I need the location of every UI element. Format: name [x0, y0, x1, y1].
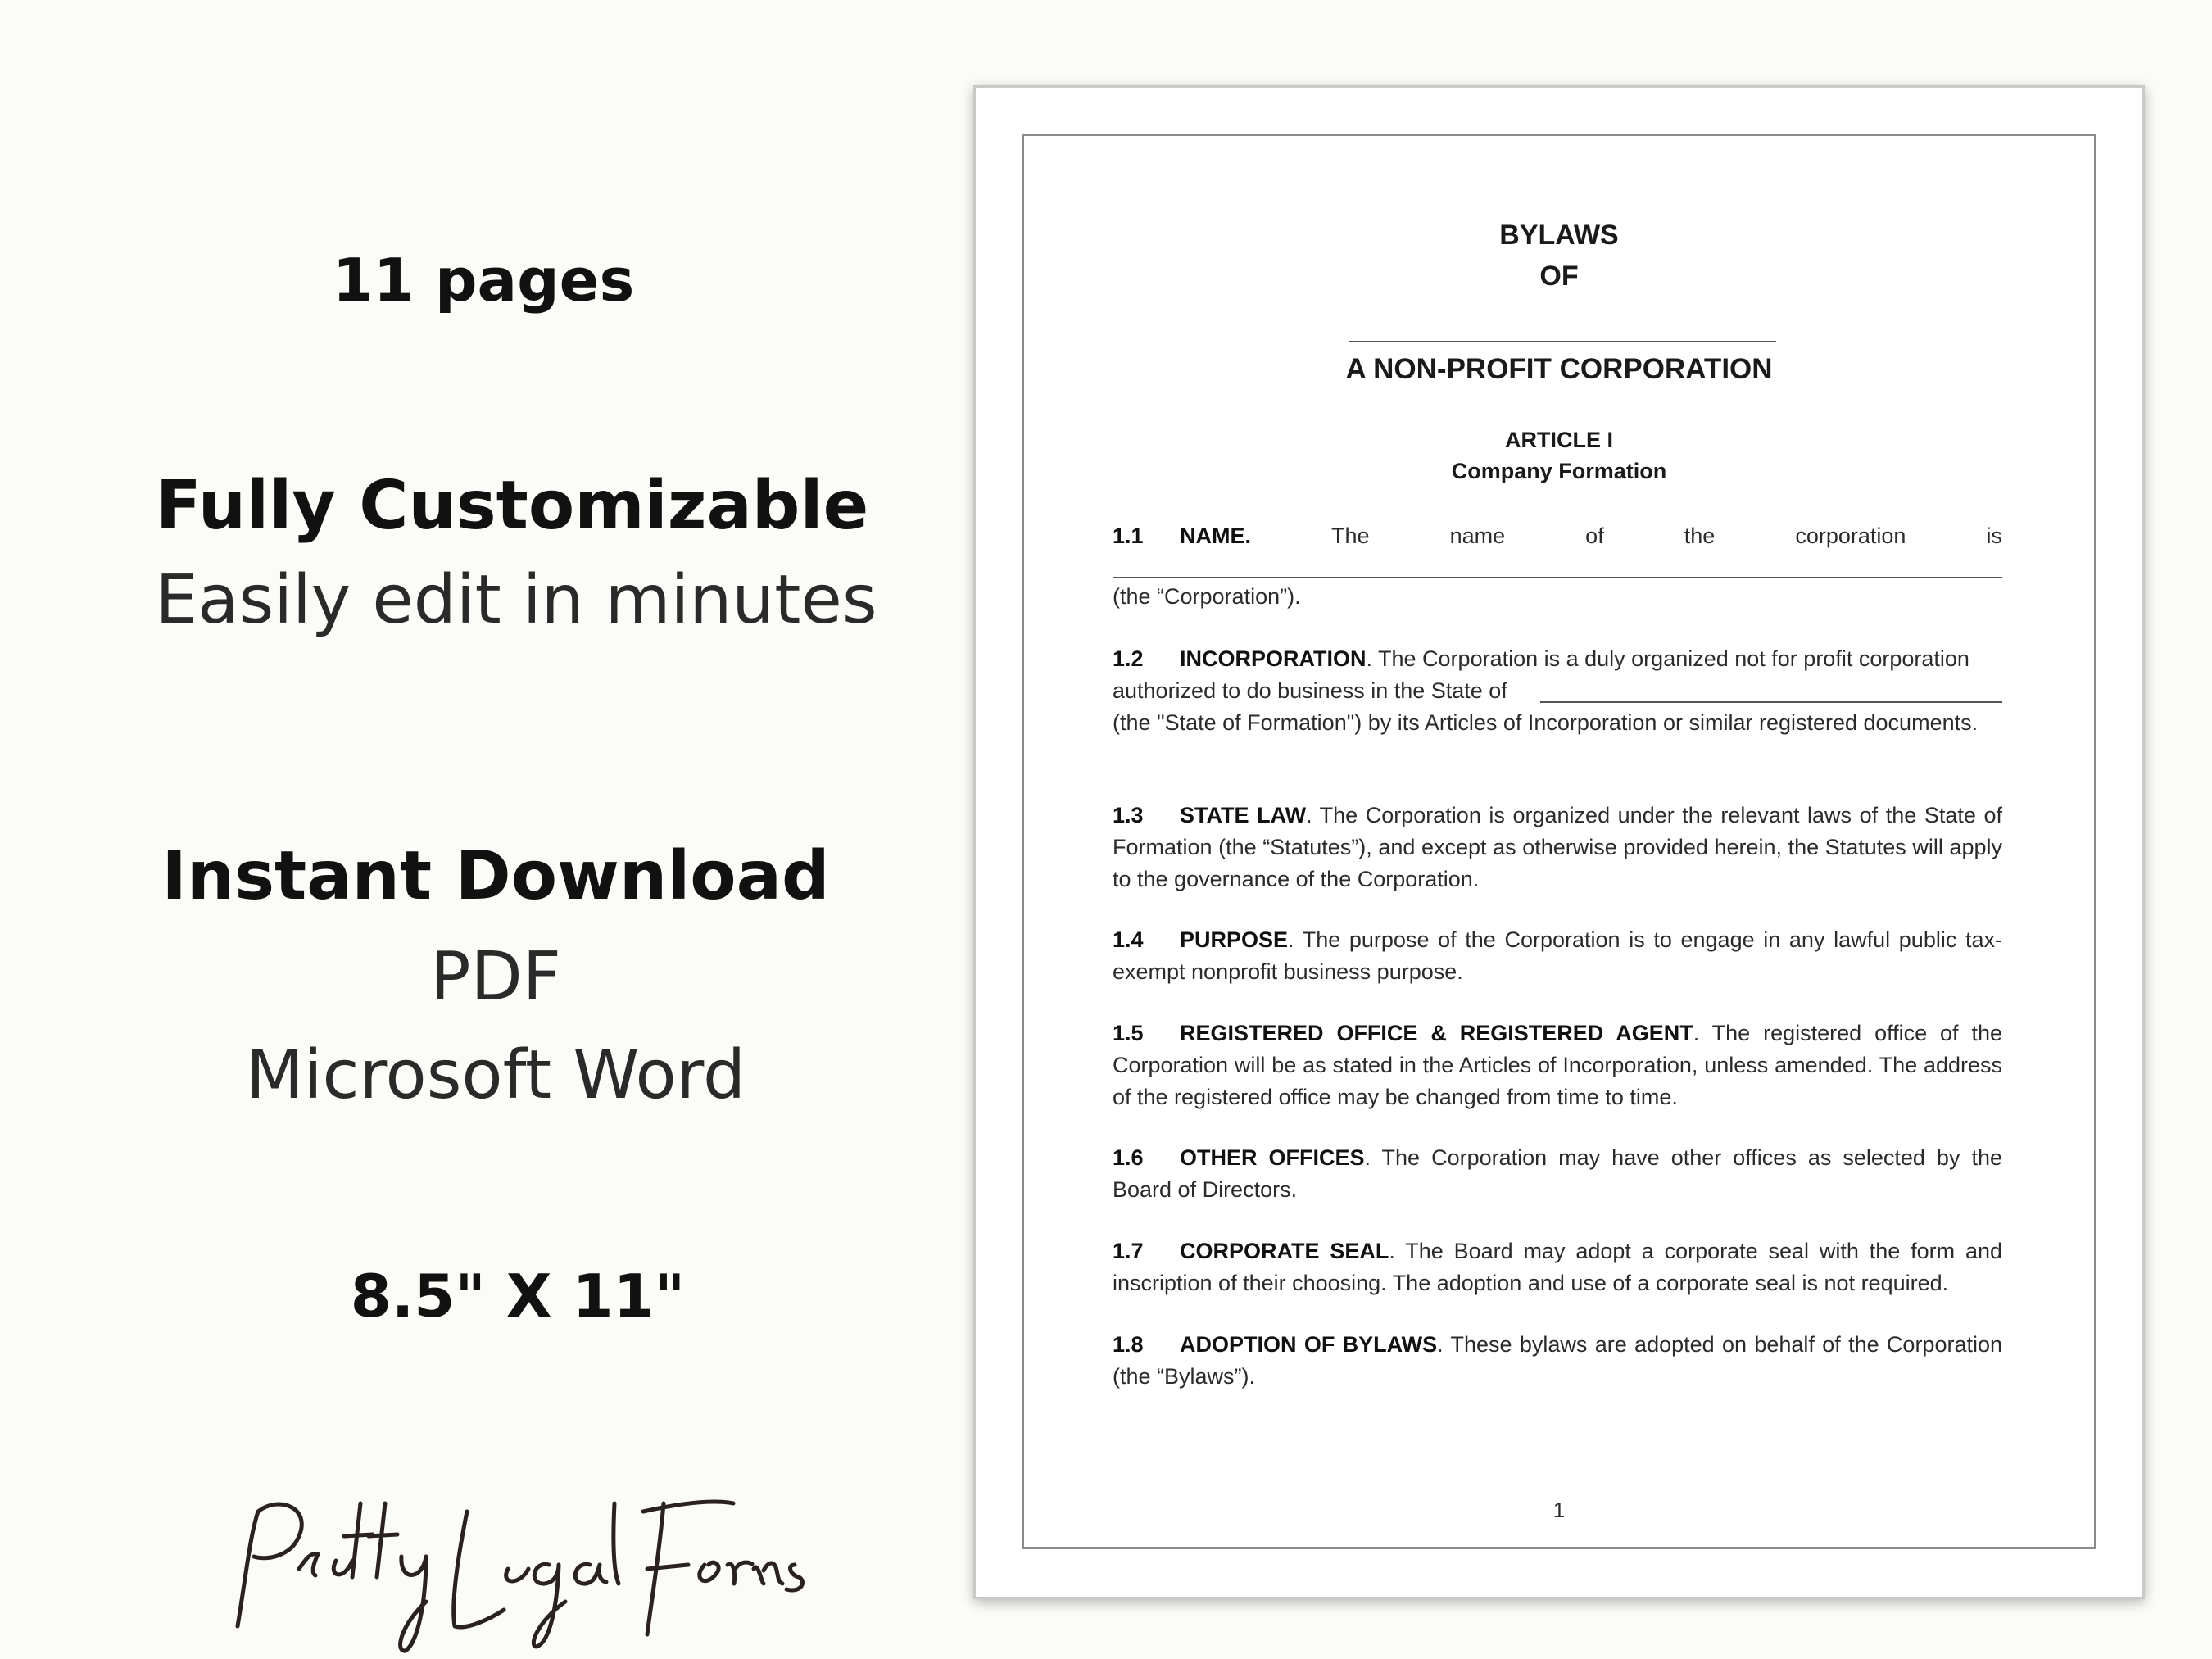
- section-1-1: 1.1 NAME. The name of the corporation is: [1113, 524, 2002, 548]
- section-1-3: 1.3 STATE LAW. The Corporation is organized under the relevant laws of the State of Formation (the “Statutes”), and except as otherwise provided herein, the Statutes will apply to the governance of the Corporation.: [1113, 803, 2002, 891]
- company-name-blank: [1349, 341, 1776, 342]
- doc-title: BYLAWS: [1499, 220, 1619, 251]
- customizable-heading: Fully Customizable: [155, 467, 869, 545]
- document-preview-page: [973, 85, 2145, 1599]
- format-word: Microsoft Word: [246, 1036, 746, 1114]
- svg-text:Pretty Legal Forms: Pretty Legal Forms: [221, 1466, 344, 1482]
- name-blank: [1113, 577, 2002, 578]
- download-heading: Instant Download: [161, 837, 830, 915]
- section-1-2-line3: (the "State of Formation") by its Articles of Incorporation or similar registered documents.: [1113, 710, 1979, 735]
- brand-signature-logo: [221, 1466, 827, 1659]
- doc-title-of: OF: [1539, 261, 1579, 292]
- product-features-panel: [0, 0, 983, 1659]
- section-1-4: 1.4 PURPOSE. The purpose of the Corporation is to engage in any lawful public tax-exempt nonprofit business purpose.: [1113, 927, 2002, 984]
- article-title: Company Formation: [1451, 459, 1667, 483]
- customizable-subtext: Easily edit in minutes: [155, 561, 877, 639]
- page-number: 1: [1552, 1498, 1566, 1522]
- section-1-8: 1.8 ADOPTION OF BYLAWS. These bylaws are adopted on behalf of the Corporation (the “Bylaws”).: [1113, 1332, 2003, 1389]
- document-border: [1022, 134, 2096, 1549]
- article-number: ARTICLE I: [1505, 428, 1613, 452]
- section-1-2-line2: authorized to do business in the State of: [1113, 678, 1507, 703]
- format-pdf: PDF: [430, 938, 561, 1016]
- state-blank: [1540, 701, 2002, 703]
- doc-subtitle: A NON-PROFIT CORPORATION: [1345, 353, 1773, 385]
- section-1-5: 1.5 REGISTERED OFFICE & REGISTERED AGENT. The registered office of the Corporation will be as stated in the Articles of Incorporation, unless amended. The address of the registered office may be changed from time to time.: [1113, 1021, 2002, 1109]
- section-1-6: 1.6 OTHER OFFICES. The Corporation may have other offices as selected by the Board of Directors.: [1113, 1145, 2002, 1202]
- page-count: 11 pages: [332, 246, 635, 315]
- paper-size: 8.5" X 11": [350, 1262, 686, 1330]
- section-1-2: 1.2 INCORPORATION. The Corporation is a duly organized not for profit corporation: [1113, 646, 1969, 671]
- section-1-1-tail: (the “Corporation”).: [1113, 584, 1301, 609]
- section-1-7: 1.7 CORPORATE SEAL. The Board may adopt a corporate seal with the form and inscription of their choosing. The adoption and use of a corporate seal is not required.: [1113, 1239, 2002, 1295]
